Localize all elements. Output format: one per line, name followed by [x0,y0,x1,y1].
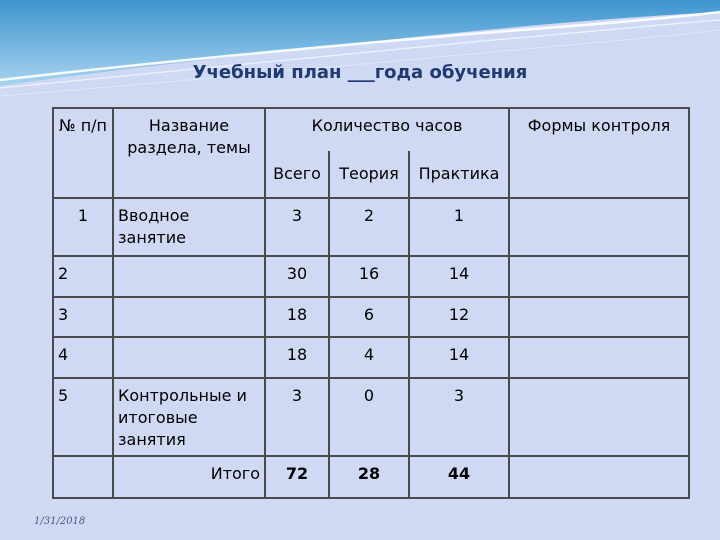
header-practice: Практика [409,150,509,198]
cell-num [53,456,113,498]
cell-forms [509,456,689,498]
table-row [53,378,689,456]
table-row [53,297,689,337]
cell-num: 5 [53,378,113,456]
cell-num: 3 [53,297,113,337]
header-theory: Теория [329,150,409,198]
cell-forms [509,297,689,337]
cell-total: 30 [265,256,329,297]
cell-num: 4 [53,337,113,378]
cell-theory: 2 [329,198,409,256]
cell-forms [509,256,689,297]
table-row [53,256,689,297]
cell-name: Контрольные и итоговые занятия [113,378,265,456]
cell-theory: 0 [329,378,409,456]
header-total: Всего [265,150,329,198]
cell-practice: 14 [409,256,509,297]
cell-practice: 3 [409,378,509,456]
slide-title: Учебный план ___года обучения [192,62,528,83]
cell-theory: 16 [329,256,409,297]
cell-theory: 4 [329,337,409,378]
header-name: Название раздела, темы [113,108,265,198]
cell-forms [509,198,689,256]
header-hours: Количество часов [265,108,509,150]
cell-name [113,337,265,378]
cell-practice: 14 [409,337,509,378]
summary-theory: 28 [329,456,409,498]
slide-date: 1/31/2018 [34,516,86,527]
table-row [53,198,689,256]
cell-num: 1 [53,198,113,256]
cell-name [113,256,265,297]
cell-practice: 12 [409,297,509,337]
header-forms: Формы контроля [509,108,689,198]
cell-total: 3 [265,198,329,256]
table-header-row [53,108,689,150]
cell-theory: 6 [329,297,409,337]
cell-name [113,297,265,337]
summary-total: 72 [265,456,329,498]
cell-total: 18 [265,337,329,378]
cell-forms [509,378,689,456]
summary-practice: 44 [409,456,509,498]
cell-total: 3 [265,378,329,456]
cell-name: Вводное занятие [113,198,265,256]
table-summary-row [53,456,689,498]
summary-label: Итого [113,456,265,498]
cell-total: 18 [265,297,329,337]
header-num: № п/п [53,108,113,198]
cell-num: 2 [53,256,113,297]
curriculum-table [52,107,690,499]
header-swoosh-decoration [0,0,720,110]
table-row [53,337,689,378]
cell-forms [509,337,689,378]
cell-practice: 1 [409,198,509,256]
